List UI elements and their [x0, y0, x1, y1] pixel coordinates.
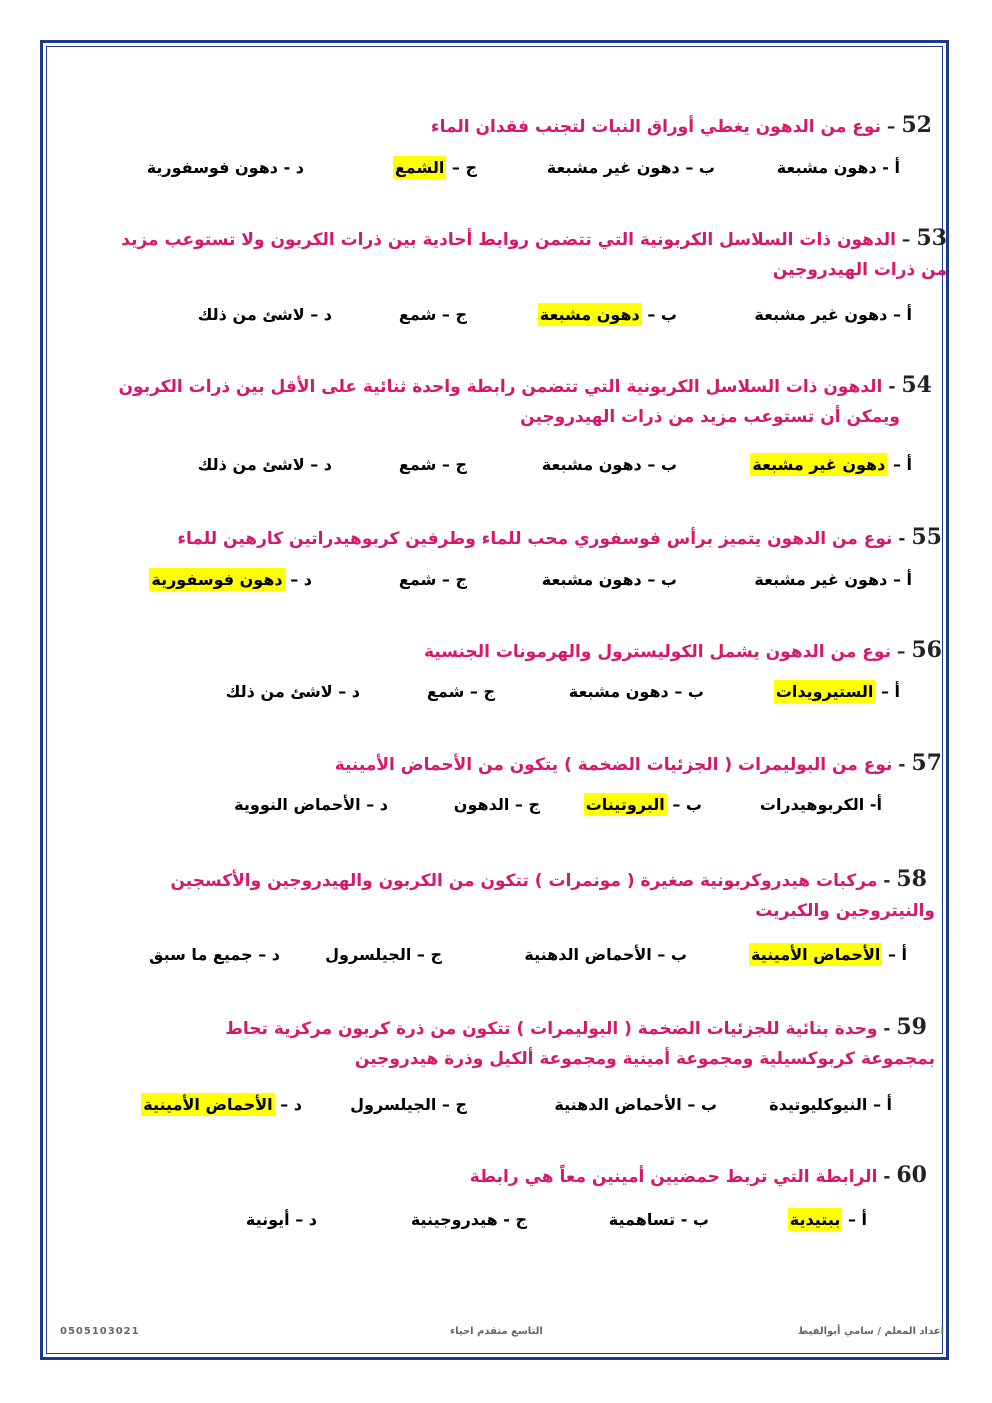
option-a[interactable]: أ – دهون غير مشبعة [754, 305, 912, 324]
option-d[interactable]: د – الأحماض النووية [234, 795, 388, 814]
option-b[interactable]: ب – الأحماض الدهنية [524, 945, 687, 964]
question-59: 59- وحدة بنائية للجزئيات الضخمة ( البوليمرات ) تتكون من ذرة كربون مركزية تحاط بمجموعة كربوكسيلية ومجموعة أمينية ومجموعة ألكيل وذرة هيدروجين [225, 1012, 927, 1074]
question-52 [431, 110, 932, 142]
footer-phone: 0505103021 [60, 1326, 140, 1337]
question-57: 57- نوع من البوليمرات ( الجزئيات الضخمة ) يتكون من الأحماض الأمينية [334, 750, 942, 776]
options-52 [0, 153, 992, 183]
option-d[interactable]: د – لاشئ من ذلك [197, 305, 332, 324]
question-number: 57 [911, 750, 942, 776]
options-57 [0, 790, 992, 820]
question-text: نوع من الدهون يغطي أوراق النبات لتجنب فقدان الماء [430, 117, 881, 137]
option-b[interactable]: ب – دهون مشبعة [539, 305, 677, 324]
option-b[interactable]: ب – دهون مشبعة [541, 570, 677, 589]
option-d[interactable]: د – دهون فوسفورية [151, 570, 312, 589]
option-a[interactable]: أ – ببتيدية [789, 1210, 867, 1229]
question-text: نوع من الدهون يتميز برأس فوسفوري محب للماء وطرفين كربوهيدراتين كارهين للماء [177, 529, 893, 549]
option-d[interactable]: د – لاشئ من ذلك [197, 455, 332, 474]
question-53: 53– الدهون ذات السلاسل الكربونية التي تتضمن روابط أحادية بين ذرات الكربون ولا تستوعب مزيد من ذرات الهيدروجين [121, 223, 947, 285]
question-number: 60 [896, 1162, 927, 1188]
option-a[interactable]: أ – الأحماض الأمينية [751, 945, 907, 964]
options-53 [0, 300, 992, 330]
option-a[interactable]: أ – الستيرويدات [775, 682, 900, 701]
question-58: 58- مركبات هيدروكربونية صغيرة ( مونمرات ) تتكون من الكربون والهيدروجين والأكسجين والنيتروجين والكبريت [170, 864, 927, 926]
option-d[interactable]: د – الأحماض الأمينية [143, 1095, 302, 1114]
footer-subject: التاسع متقدم احياء [450, 1326, 543, 1337]
option-d[interactable]: د - دهون فوسفورية [146, 158, 304, 177]
option-a[interactable]: أ- الكربوهيدرات [759, 795, 882, 814]
options-54 [0, 450, 992, 480]
option-a[interactable]: أ - دهون مشبعة [776, 158, 900, 177]
footer-author: اعداد المعلم / سامي أبوالفيط [797, 1326, 944, 1337]
option-c[interactable]: ج – الجيلسرول [325, 945, 442, 964]
question-text-line2: والنيتروجين والكبريت [755, 901, 935, 921]
option-c[interactable]: ج – شمع [426, 682, 495, 701]
question-text: الدهون ذات السلاسل الكربونية التي تتضمن رابطة واحدة ثنائية على الأقل بين ذرات الكربون [118, 377, 883, 397]
option-c[interactable]: ج – الشمع [394, 158, 477, 177]
question-text: نوع من الدهون يشمل الكوليسترول والهرمونات الجنسية [423, 642, 891, 662]
question-text: الرابطة التي تربط حمضيين أمينين معاً هي رابطة [469, 1167, 878, 1187]
question-text: وحدة بنائية للجزئيات الضخمة ( البوليمرات ) تتكون من ذرة كربون مركزية تحاط [225, 1019, 878, 1039]
question-text-line2: ويمكن أن تستوعب مزيد من ذرات الهيدروجين [520, 407, 900, 427]
options-59 [0, 1090, 992, 1120]
option-c[interactable]: ج - هيدروجينية [410, 1210, 527, 1229]
option-c[interactable]: ج – شمع [398, 570, 467, 589]
question-60: 60- الرابطة التي تربط حمضيين أمينين معاً هي رابطة [469, 1162, 927, 1188]
options-60 [0, 1205, 992, 1235]
option-c[interactable]: ج – شمع [398, 455, 467, 474]
question-number: 56 [911, 637, 942, 663]
question-text: نوع من البوليمرات ( الجزئيات الضخمة ) يتكون من الأحماض الأمينية [334, 755, 893, 775]
option-b[interactable]: ب – الأحماض الدهنية [554, 1095, 717, 1114]
option-b[interactable]: ب - تساهمية [608, 1210, 709, 1229]
option-a[interactable]: أ – النيوكليوتيدة [769, 1095, 892, 1114]
question-number: 55 [911, 524, 942, 550]
question-text: مركبات هيدروكربونية صغيرة ( مونمرات ) تتكون من الكربون والهيدروجين والأكسجين [170, 871, 878, 891]
question-55: 55- نوع من الدهون يتميز برأس فوسفوري محب للماء وطرفين كربوهيدراتين كارهين للماء [177, 524, 942, 550]
question-number: 53 [916, 225, 947, 251]
question-number: 58 [896, 866, 927, 892]
option-b[interactable]: ب – دهون مشبعة [568, 682, 704, 701]
option-c[interactable]: ج – الدهون [453, 795, 540, 814]
option-b[interactable]: ب – دهون غير مشبعة [546, 158, 715, 177]
question-text-line2: من ذرات الهيدروجين [772, 260, 947, 280]
question-54: 54- الدهون ذات السلاسل الكربونية التي تتضمن رابطة واحدة ثنائية على الأقل بين ذرات الكربون ويمكن أن تستوعب مزيد من ذرات الهيدروجين [119, 370, 932, 432]
question-text: الدهون ذات السلاسل الكربونية التي تتضمن روابط أحادية بين ذرات الكربون ولا تستوعب مزيد [121, 230, 896, 250]
option-c[interactable]: ج – شمع [398, 305, 467, 324]
question-text-line2: بمجموعة كربوكسيلية ومجموعة أمينية ومجموعة ألكيل وذرة هيدروجين [354, 1049, 935, 1069]
option-d[interactable]: د – جميع ما سبق [149, 945, 280, 964]
option-d[interactable]: د – أيونية [245, 1210, 317, 1229]
question-56: 56– نوع من الدهون يشمل الكوليسترول والهرمونات الجنسية [423, 637, 942, 663]
option-a[interactable]: أ – دهون غير مشبعة [752, 455, 912, 474]
question-number: 54 [901, 372, 932, 398]
question-number: 52 [901, 112, 932, 138]
question-sep: – [886, 117, 896, 137]
option-c[interactable]: ج – الجيلسرول [350, 1095, 467, 1114]
option-a[interactable]: أ – دهون غير مشبعة [754, 570, 912, 589]
question-number: 59 [896, 1014, 927, 1040]
option-b[interactable]: ب – البروتينات [585, 795, 702, 814]
option-d[interactable]: د – لاشئ من ذلك [225, 682, 360, 701]
options-56 [0, 677, 992, 707]
option-b[interactable]: ب – دهون مشبعة [541, 455, 677, 474]
options-55 [0, 565, 992, 595]
options-58 [0, 940, 992, 970]
